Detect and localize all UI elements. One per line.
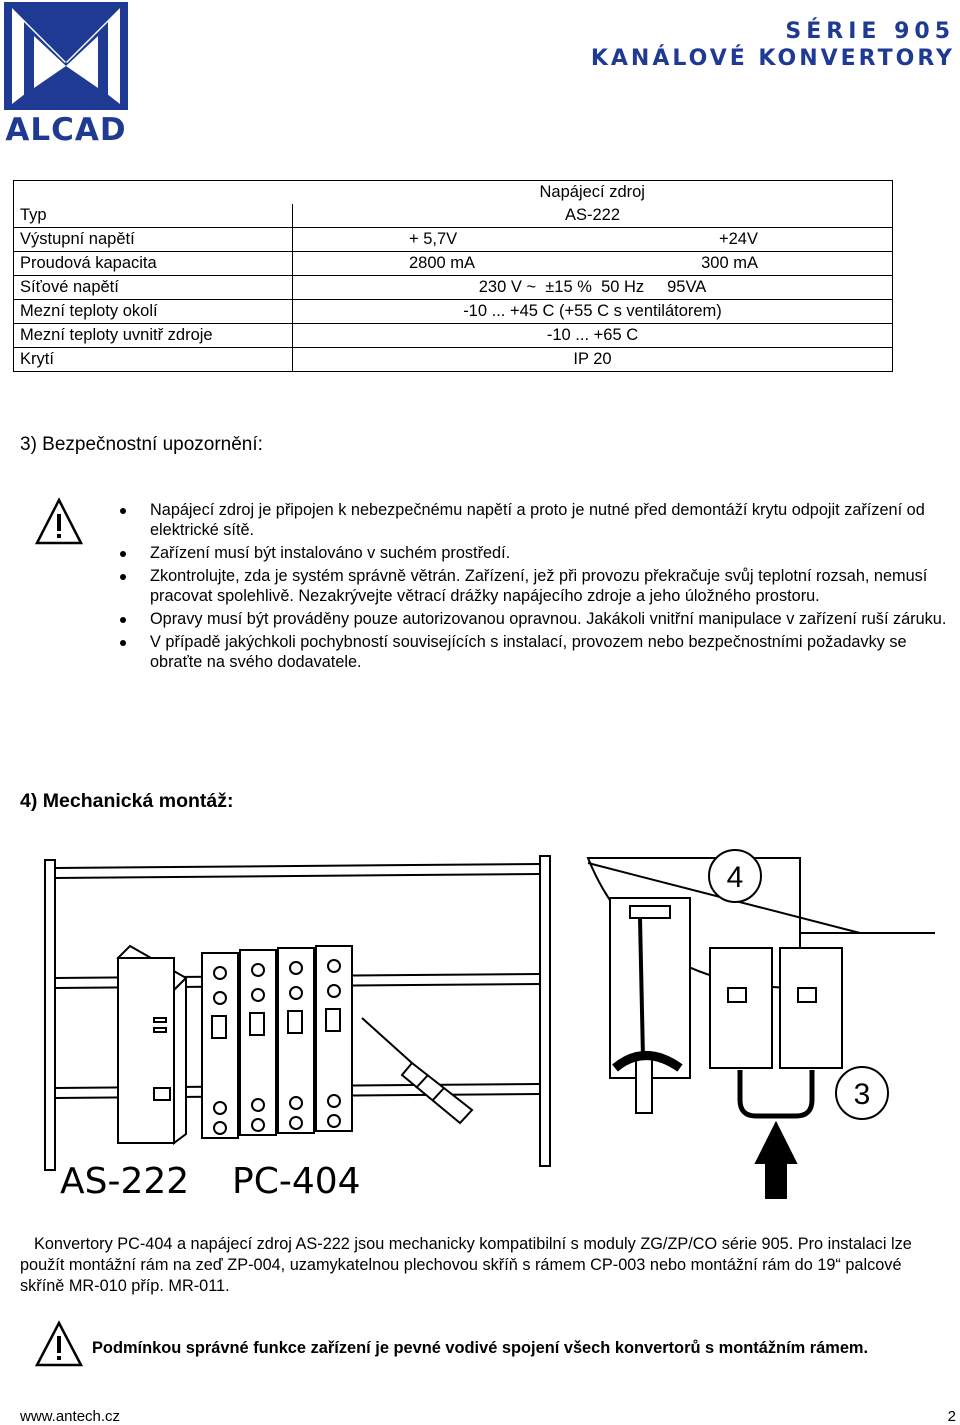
list-item: Zařízení musí být instalováno v suchém prostředí. — [112, 543, 957, 563]
table-row — [14, 300, 893, 324]
list-item: V případě jakýchkoli pochybností souvisejících s instalací, provozem nebo bezpečnostními požadavky se obraťte na svého dodavatele. — [112, 632, 957, 672]
row-label: Výstupní napětí — [14, 228, 293, 252]
warning-icon — [34, 1320, 84, 1368]
mounting-illustration — [40, 838, 950, 1208]
table-row — [14, 252, 893, 276]
row-value: AS-222 — [293, 204, 893, 228]
row-label: Typ — [14, 204, 293, 228]
table-row — [14, 181, 893, 205]
row-label: Proudová kapacita — [14, 252, 293, 276]
list-item: Napájecí zdroj je připojen k nebezpečnému napětí a proto je nutné před demontáží krytu odpojit zařízení od elektrické sítě. — [112, 500, 957, 540]
pc-404-label: PC-404 — [232, 1161, 361, 1202]
row-value: -10 ... +45 C (+55 C s ventilátorem) — [293, 300, 893, 324]
row-value: 230 V ~ ±15 % 50 Hz 95VA — [293, 276, 893, 300]
section-3-heading: 3) Bezpečnostní upozornění: — [20, 434, 263, 455]
table-row — [14, 324, 893, 348]
list-item: Zkontrolujte, zda je systém správně větrán. Zařízení, jež při provozu překračuje svůj teplotní rozsah, nemusí pracovat spolehlivě. Nezakrývejte větrací drážky napájecího zdroje a jeho úložného prostoru. — [112, 566, 957, 606]
series-header — [591, 18, 955, 72]
table-row — [14, 228, 893, 252]
table-row — [14, 276, 893, 300]
spec-table — [13, 180, 893, 372]
step-3-label: 3 — [853, 1078, 871, 1111]
row-value — [293, 252, 893, 276]
compatibility-paragraph: Konvertory PC-404 a napájecí zdroj AS-222 jsou mechanicky kompatibilní s moduly ZG/ZP/CO série 905. Pro instalaci lze použít montážní rám na zeď ZP-004, uzamykatelnou plechovou skříň s rámem CP-003 nebo montážní rám do 19“ palcové skříně MR-010 příp. MR-011. — [20, 1235, 912, 1295]
row-label: Síťové napětí — [14, 276, 293, 300]
section-4-heading: 4) Mechanická montáž: — [20, 790, 234, 812]
row-label: Krytí — [14, 348, 293, 372]
warning-icon — [34, 497, 84, 547]
row-value: IP 20 — [293, 348, 893, 372]
grounding-note: Podmínkou správné funkce zařízení je pevné vodivé spojení všech konvertorů s montážním rámem. — [92, 1339, 869, 1357]
footer-url: www.antech.cz — [20, 1408, 121, 1425]
series-title: SÉRIE 905 — [785, 19, 955, 44]
step-4-label: 4 — [726, 861, 744, 894]
as-222-label: AS-222 — [60, 1161, 190, 1202]
value-current-low: 2800 mA — [409, 254, 476, 272]
safety-list — [112, 500, 957, 675]
row-label: Mezní teploty uvnitř zdroje — [14, 324, 293, 348]
row-value — [293, 228, 893, 252]
brand-name: ALCAD — [5, 112, 127, 148]
table-row — [14, 204, 893, 228]
table-row — [14, 348, 893, 372]
page-number: 2 — [947, 1408, 956, 1425]
value-current-high: 300 mA — [701, 254, 758, 272]
table-title: Napájecí zdroj — [293, 181, 893, 205]
series-subtitle: KANÁLOVÉ KONVERTORY — [590, 46, 955, 71]
value-high-voltage: +24V — [719, 230, 758, 248]
list-item: Opravy musí být prováděny pouze autorizovanou opravnou. Jakákoli vnitřní manipulace v zařízení ruší záruku. — [112, 609, 957, 629]
row-value: -10 ... +65 C — [293, 324, 893, 348]
value-low-voltage: + 5,7V — [409, 230, 458, 248]
row-label: Mezní teploty okolí — [14, 300, 293, 324]
